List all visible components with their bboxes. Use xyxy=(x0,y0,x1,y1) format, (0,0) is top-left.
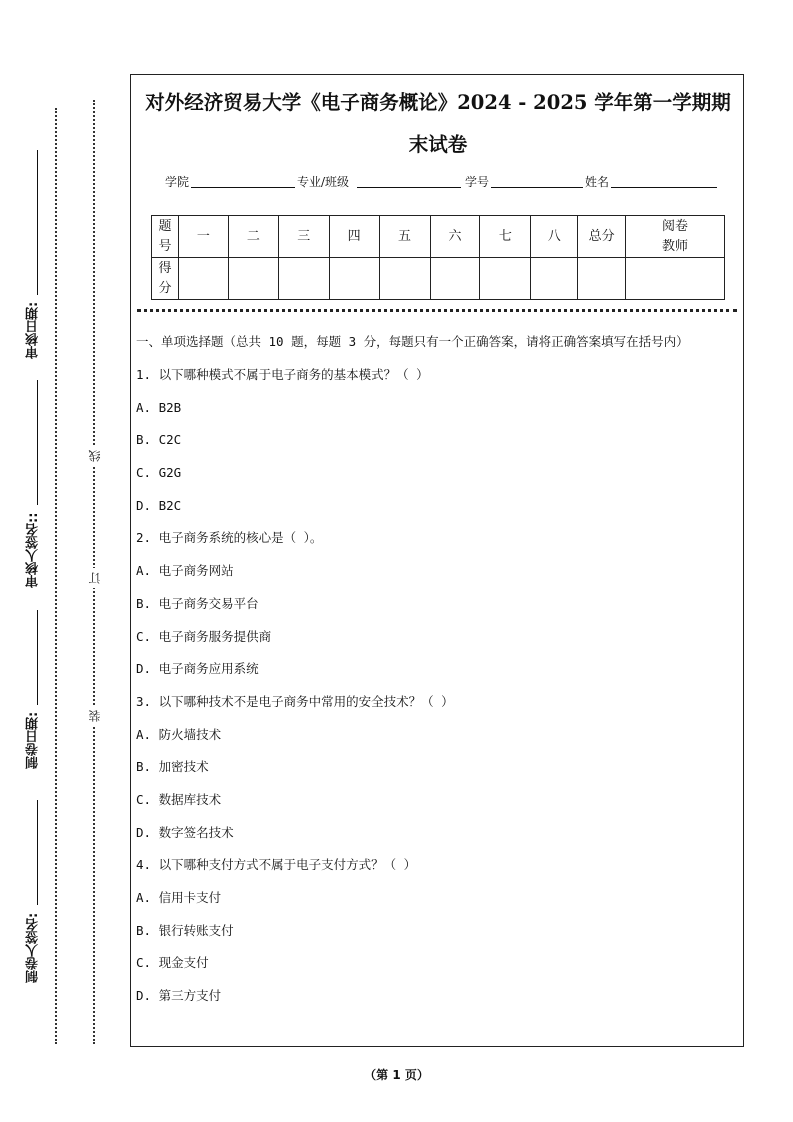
option-d: D. 第三方支付 xyxy=(136,988,222,1004)
option-c: C. 现金支付 xyxy=(136,955,209,971)
exam-content xyxy=(136,331,740,1013)
compile-date-field xyxy=(24,610,52,775)
score-table-score-row xyxy=(152,258,725,300)
score-table xyxy=(151,215,725,300)
cut-mark-xian: 线 xyxy=(86,446,104,466)
binding-margin xyxy=(0,0,128,1122)
question-stem: 3. 以下哪种技术不是电子商务中常用的安全技术？（ ） xyxy=(136,693,454,709)
compile-date-label: 制卷日期: xyxy=(26,711,41,769)
college-blank xyxy=(191,187,295,188)
score-col-total: 总分 xyxy=(578,216,626,258)
exam-title-cont: 末试卷 xyxy=(408,133,468,156)
score-table-header-row xyxy=(152,216,725,258)
score-cell[interactable] xyxy=(430,258,480,300)
score-col-3: 三 xyxy=(278,216,329,258)
option-a: A. B2B xyxy=(136,399,182,415)
option-d: D. B2C xyxy=(136,497,182,513)
option-c: C. 数据库技术 xyxy=(136,791,222,807)
score-row-label: 得 分 xyxy=(152,258,179,300)
review-date-label: 审核日期: xyxy=(26,301,41,359)
review-date-field xyxy=(24,150,52,365)
option-a: A. 电子商务网站 xyxy=(136,563,234,579)
option-b: B. 电子商务交易平台 xyxy=(136,595,259,611)
score-col-grader: 阅卷 教师 xyxy=(626,216,725,258)
score-cell[interactable] xyxy=(531,258,578,300)
question-stem: 2. 电子商务系统的核心是（ ）。 xyxy=(136,530,323,546)
info-label-name: 姓名 xyxy=(585,175,610,189)
option-d: D. 数字签名技术 xyxy=(136,824,234,840)
name-blank xyxy=(611,187,717,188)
score-col-4: 四 xyxy=(329,216,379,258)
score-cell[interactable] xyxy=(278,258,329,300)
compiler-signature-field xyxy=(24,800,52,990)
cut-mark-ding: 订 xyxy=(86,568,104,588)
score-col-2: 二 xyxy=(228,216,278,258)
question-stem: 4. 以下哪种支付方式不属于电子支付方式？（ ） xyxy=(136,857,417,873)
reviewer-signature-label: 审核人签名:: xyxy=(26,512,41,588)
compiler-signature-line xyxy=(37,800,38,905)
section-separator xyxy=(137,309,737,312)
review-date-line xyxy=(37,150,38,295)
info-label-student-id: 学号 xyxy=(465,175,490,189)
reviewer-signature-field xyxy=(24,380,52,595)
score-col-6: 六 xyxy=(430,216,480,258)
option-a: A. 防火墙技术 xyxy=(136,726,222,742)
option-b: B. 银行转账支付 xyxy=(136,922,234,938)
exam-frame xyxy=(130,74,744,1047)
option-d: D. 电子商务应用系统 xyxy=(136,661,259,677)
compiler-signature-label: 制卷人签名: xyxy=(26,912,41,983)
score-col-8: 八 xyxy=(531,216,578,258)
score-table-row-label: 题 号 xyxy=(152,216,179,258)
score-cell[interactable] xyxy=(178,258,228,300)
binding-dotted-line-left xyxy=(55,108,57,1044)
option-b: B. C2C xyxy=(136,432,182,448)
cut-mark-zhuang: 装 xyxy=(86,706,104,726)
score-cell-total[interactable] xyxy=(578,258,626,300)
info-label-college: 学院 xyxy=(165,175,190,189)
reviewer-signature-line xyxy=(37,380,38,505)
score-cell[interactable] xyxy=(480,258,531,300)
compile-date-line xyxy=(37,610,38,705)
score-col-5: 五 xyxy=(379,216,430,258)
score-cell[interactable] xyxy=(379,258,430,300)
student-id-blank xyxy=(491,187,583,188)
section-heading: 一、单项选择题（总共 10 题，每题 3 分，每题只有一个正确答案，请将正确答案填写在括号内） xyxy=(136,334,689,349)
question-stem: 1. 以下哪种模式不属于电子商务的基本模式？（ ） xyxy=(136,367,429,382)
page-number: （第 1 页） xyxy=(364,1068,429,1082)
student-info-row xyxy=(165,173,725,193)
option-b: B. 加密技术 xyxy=(136,759,209,775)
option-a: A. 信用卡支付 xyxy=(136,890,222,905)
score-cell[interactable] xyxy=(228,258,278,300)
score-cell-grader[interactable] xyxy=(626,258,725,300)
major-blank xyxy=(357,187,461,188)
info-label-major: 专业/班级 xyxy=(297,175,350,189)
score-col-7: 七 xyxy=(480,216,531,258)
option-c: C. 电子商务服务提供商 xyxy=(136,628,272,644)
score-cell[interactable] xyxy=(329,258,379,300)
option-c: C. G2G xyxy=(136,465,182,481)
score-col-1: 一 xyxy=(178,216,228,258)
exam-title: 对外经济贸易大学《电子商务概论》2024 - 2025 学年第一学期期 xyxy=(145,91,731,114)
